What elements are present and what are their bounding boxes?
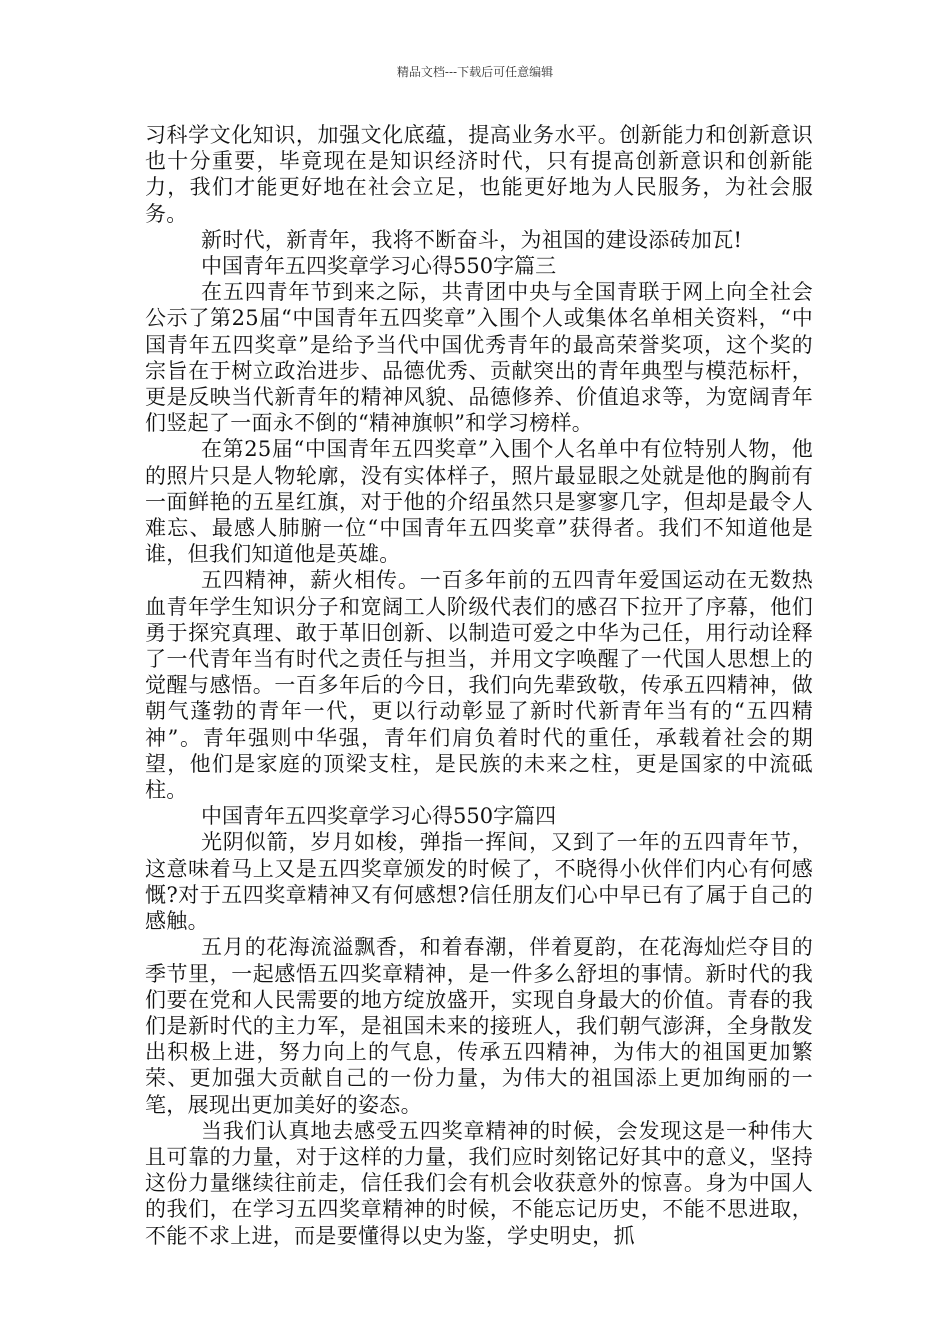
document-body bbox=[145, 122, 813, 1249]
paragraph: 习科学文化知识，加强文化底蕴，提高业务水平。创新能力和创新意识也十分重要，毕竟现在是知识经济时代，只有提高创新意识和创新能力，我们才能更好地在社会立足，也能更好地为人民服务，为社会服务。 bbox=[145, 123, 813, 226]
paragraph: 在五四青年节到来之际，共青团中央与全国青联于网上向全社会公示了第25届“中国青年五四奖章”入围个人或集体名单相关资料，“中国青年五四奖章”是给予当代中国优秀青年的最高荣誉奖项，这个奖的宗旨在于树立政治进步、品德优秀、贡献突出的青年典型与模范标杆，更是反映当代新青年的精神风貌、品德修养、价值追求等，为宽阔青年们竖起了一面永不倒的“精神旗帜”和学习榜样。 bbox=[145, 280, 813, 436]
paragraph: 新时代，新青年，我将不断奋斗，为祖国的建设添砖加瓦! bbox=[201, 227, 743, 252]
paragraph: 在第25届“中国青年五四奖章”入围个人名单中有位特别人物，他的照片只是人物轮廓，没有实体样子，照片最显眼之处就是他的胸前有一面鲜艳的五星红旗，对于他的介绍虽然只是寥寥几字，但却是最令人难忘、最感人肺腑一位“中国青年五四奖章”获得者。我们不知道他是谁，但我们知道他是英雄。 bbox=[145, 437, 813, 567]
paragraph: 光阴似箭，岁月如梭，弹指一挥间，又到了一年的五四青年节，这意味着马上又是五四奖章颁发的时候了，不晓得小伙伴们内心有何感慨?对于五四奖章精神又有何感想?信任朋友们心中早已有了属于自己的感触。 bbox=[145, 830, 813, 934]
paragraph: 五四精神，薪火相传。一百多年前的五四青年爱国运动在无数热血青年学生知识分子和宽阔工人阶级代表们的感召下拉开了序幕，他们勇于探究真理、敢于革旧创新、以制造可爱之中华为己任，用行动诠释了一代青年当有时代之责任与担当，并用文字唤醒了一代国人思想上的觉醒与感悟。一百多年后的今日，我们向先辈致敬，传承五四精神，做朝气蓬勃的青年一代，更以行动彰显了新时代新青年当有的“五四精神”。青年强则中华强，青年们肩负着时代的重任，承载着社会的期望，他们是家庭的顶梁支柱，是民族的未来之柱，更是国家的中流砥柱。 bbox=[145, 568, 813, 803]
paragraph: 五月的花海流溢飘香，和着春潮，伴着夏韵，在花海灿烂夺目的季节里，一起感悟五四奖章精神，是一件多么舒坦的事情。新时代的我们要在党和人民需要的地方绽放盛开，实现自身最大的价值。青春的我们是新时代的主力军，是祖国未来的接班人，我们朝气澎湃，全身散发出积极上进，努力向上的气息，传承五四精神，为伟大的祖国更加繁荣、更加强大贡献自己的一份力量，为伟大的祖国添上更加绚丽的一笔，展现出更加美好的姿态。 bbox=[145, 935, 813, 1117]
page-header: 精品文档---下载后可任意编辑 bbox=[396, 65, 554, 79]
paragraph: 当我们认真地去感受五四奖章精神的时候，会发现这是一种伟大且可靠的力量，对于这样的力量，我们应时刻铭记好其中的意义，坚持这份力量继续往前走，信任我们会有机会收获意外的惊喜。身为中国人的我们，在学习五四奖章精神的时候，不能忘记历史，不能不思进取，不能不求上进，而是要懂得以史为鉴，学史明史，抓 bbox=[145, 1118, 813, 1248]
section-heading: 中国青年五四奖章学习心得550字篇三 bbox=[201, 254, 557, 279]
section-heading: 中国青年五四奖章学习心得550字篇四 bbox=[201, 804, 557, 829]
